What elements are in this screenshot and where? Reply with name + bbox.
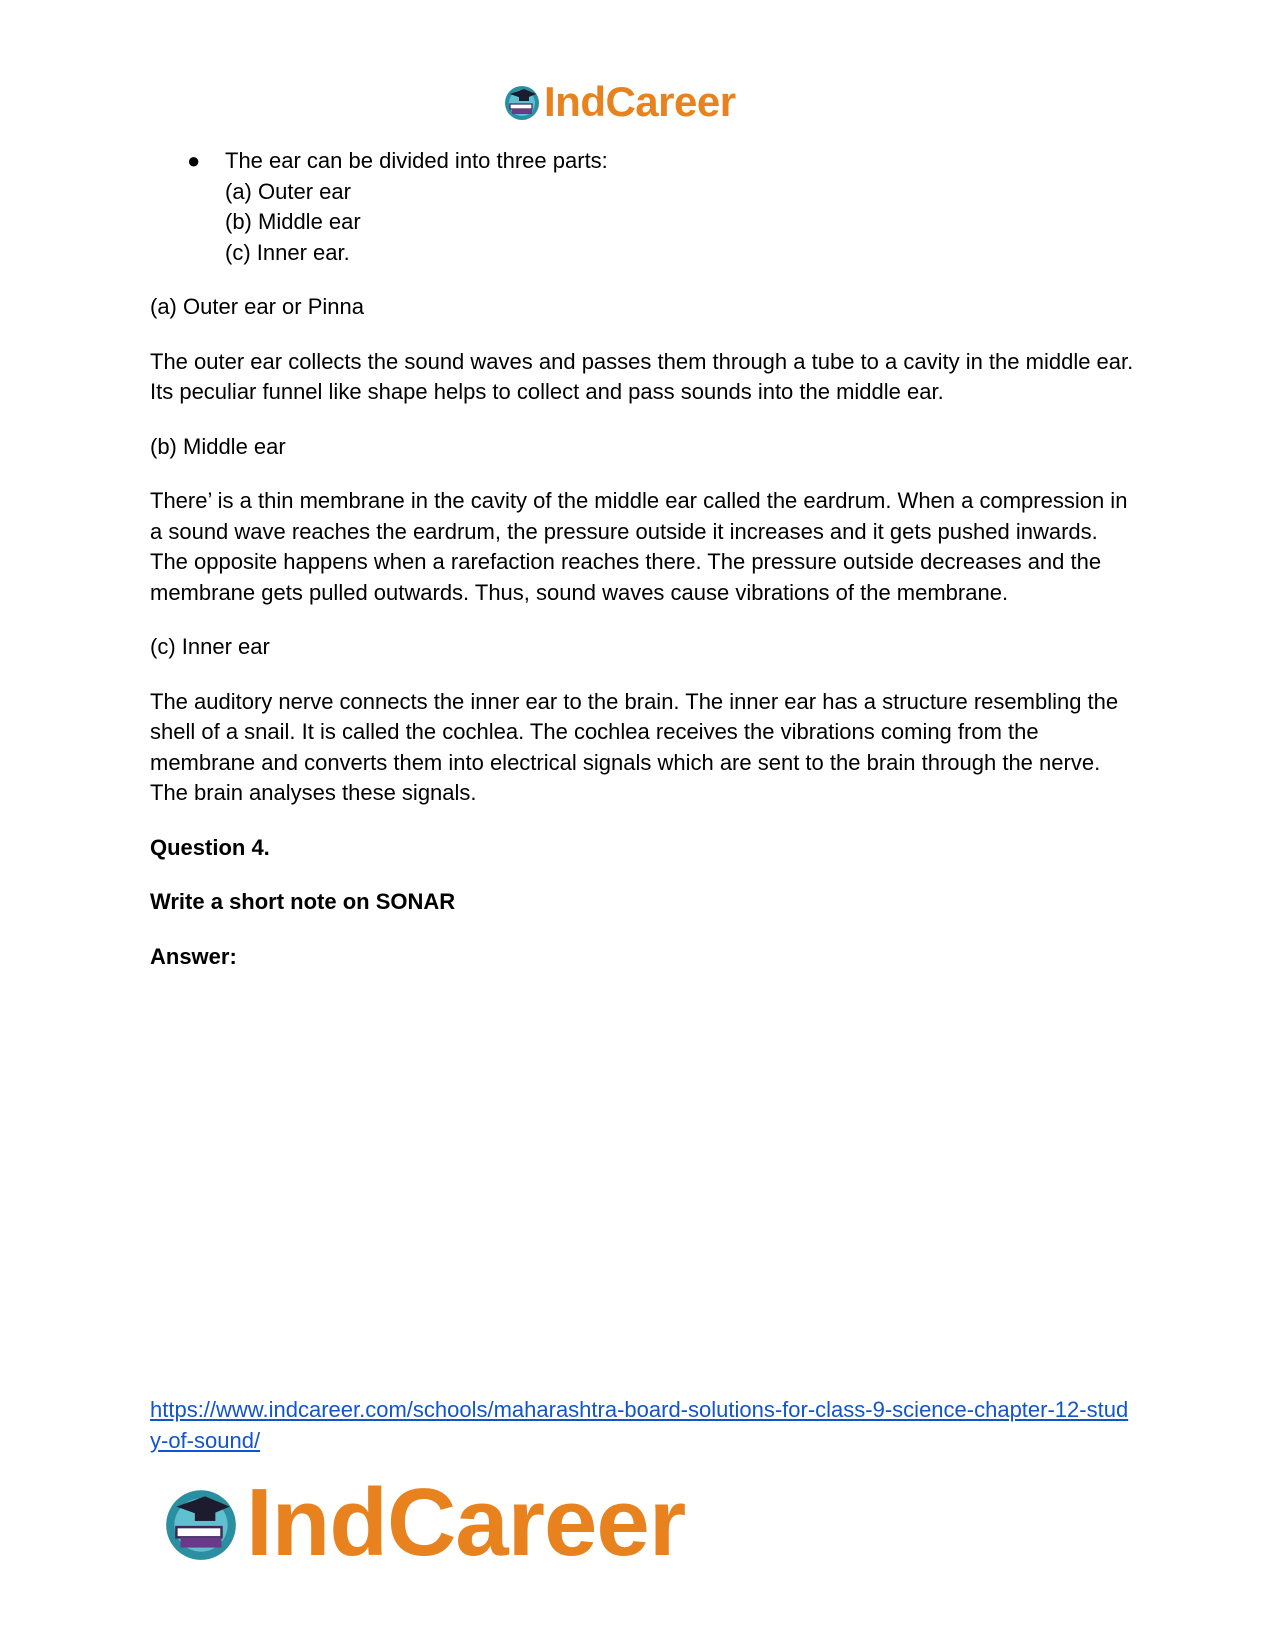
- list-item: (a) Outer ear: [225, 178, 351, 204]
- main-content: [150, 146, 1135, 996]
- graduation-book-icon: [502, 82, 542, 122]
- list-item: The ear can be divided into three parts:: [225, 148, 608, 173]
- graduation-book-icon: [160, 1482, 242, 1564]
- question-number: Question 4.: [150, 834, 270, 860]
- bullet-dot-icon: ●: [187, 148, 201, 173]
- logo-wordmark: IndCareer: [246, 1469, 686, 1576]
- question-text: Write a short note on SONAR: [150, 889, 456, 914]
- section-heading: (c) Inner ear: [150, 634, 270, 659]
- paragraph: The outer ear collects the sound waves and passes them through a tube to a cavity in the middle ear. Its peculiar funnel like shape helps to collect and pass sounds into the middle ear.: [150, 348, 1134, 404]
- answer-label: Answer:: [150, 943, 237, 969]
- section-heading: (a) Outer ear or Pinna: [150, 294, 364, 319]
- header-logo: [502, 78, 736, 126]
- logo-wordmark: IndCareer: [544, 78, 736, 125]
- bullet-list: [150, 146, 1135, 268]
- paragraph: The auditory nerve connects the inner ear to the brain. The inner ear has a structure resembling the shell of a snail. It is called the cochlea. The cochlea receives the vibrations coming from the membrane and converts them into electrical signals which are sent to the brain through the nerve. The brain analyses these signals.: [150, 688, 1119, 805]
- list-item: (c) Inner ear.: [225, 239, 350, 265]
- source-link[interactable]: https://www.indcareer.com/schools/maharashtra-board-solutions-for-class-9-science-chapter-12-study-of-sound/: [150, 1397, 1129, 1453]
- section-heading: (b) Middle ear: [150, 433, 286, 459]
- footer-logo: [160, 1468, 685, 1578]
- list-item: (b) Middle ear: [225, 209, 361, 234]
- paragraph: There’ is a thin membrane in the cavity of the middle ear called the eardrum. When a compression in a sound wave reaches the eardrum, the pressure outside it increases and it gets pushed inwards. The opposite happens when a rarefaction reaches there. The pressure outside decreases and the membrane gets pulled outwards. Thus, sound waves cause vibrations of the membrane.: [150, 488, 1128, 605]
